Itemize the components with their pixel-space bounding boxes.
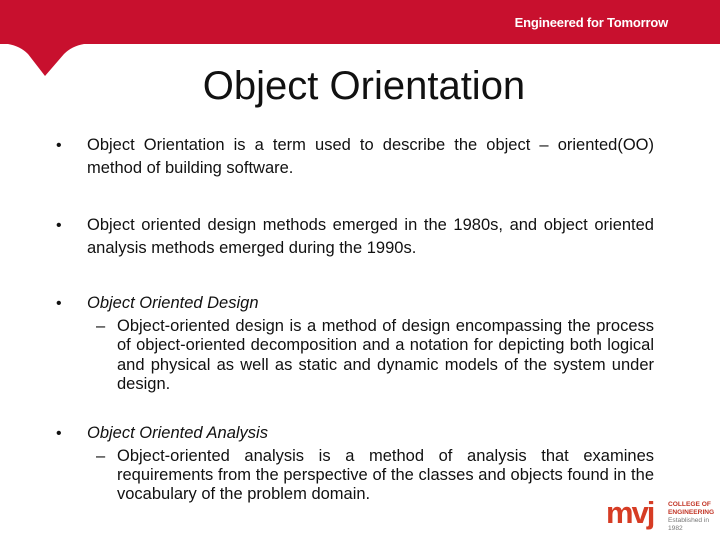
logo-line-2: ENGINEERING bbox=[668, 509, 715, 516]
dash-icon: – bbox=[96, 317, 106, 335]
bullet-icon: • bbox=[56, 295, 62, 312]
bullet-item bbox=[56, 214, 654, 260]
bullet-icon: • bbox=[56, 217, 62, 234]
logo-mark: mvj bbox=[606, 495, 654, 530]
sub-bullet-item bbox=[56, 317, 654, 395]
bullet-item bbox=[56, 292, 654, 315]
bullet-item bbox=[56, 422, 654, 445]
sub-bullet-text: Object-oriented analysis is a method of analysis that examines requirements from the perspective of the classes and objects found in the vocabulary of the problem domain. bbox=[117, 446, 654, 504]
dash-icon: – bbox=[96, 446, 106, 465]
bullet-text: Object oriented design methods emerged in the 1980s, and object oriented analysis methods emerged during the 1990s. bbox=[87, 216, 654, 257]
logo-line-1: COLLEGE OF bbox=[668, 501, 711, 508]
bullet-text: Object Orientation is a term used to describe the object – oriented(OO) method of building software. bbox=[87, 136, 654, 177]
college-logo bbox=[606, 496, 716, 532]
tagline: Engineered for Tomorrow bbox=[514, 15, 668, 30]
slide-title: Object Orientation bbox=[202, 64, 526, 108]
sub-bullet-text: Object-oriented design is a method of design encompassing the process of object-oriented decomposition and a notation for depicting both logical and physical as well as static and dynamic models of the system under design. bbox=[117, 317, 654, 394]
bullet-heading: Object Oriented Design bbox=[87, 294, 259, 312]
slide-content bbox=[56, 134, 654, 505]
logo-line-3: Established in 1982 bbox=[668, 517, 710, 532]
bullet-icon: • bbox=[56, 424, 62, 442]
sub-bullet-item bbox=[56, 447, 654, 505]
bullet-icon: • bbox=[56, 137, 62, 154]
bullet-item bbox=[56, 134, 654, 180]
logo-text bbox=[668, 501, 716, 533]
bullet-heading: Object Oriented Analysis bbox=[87, 423, 268, 442]
